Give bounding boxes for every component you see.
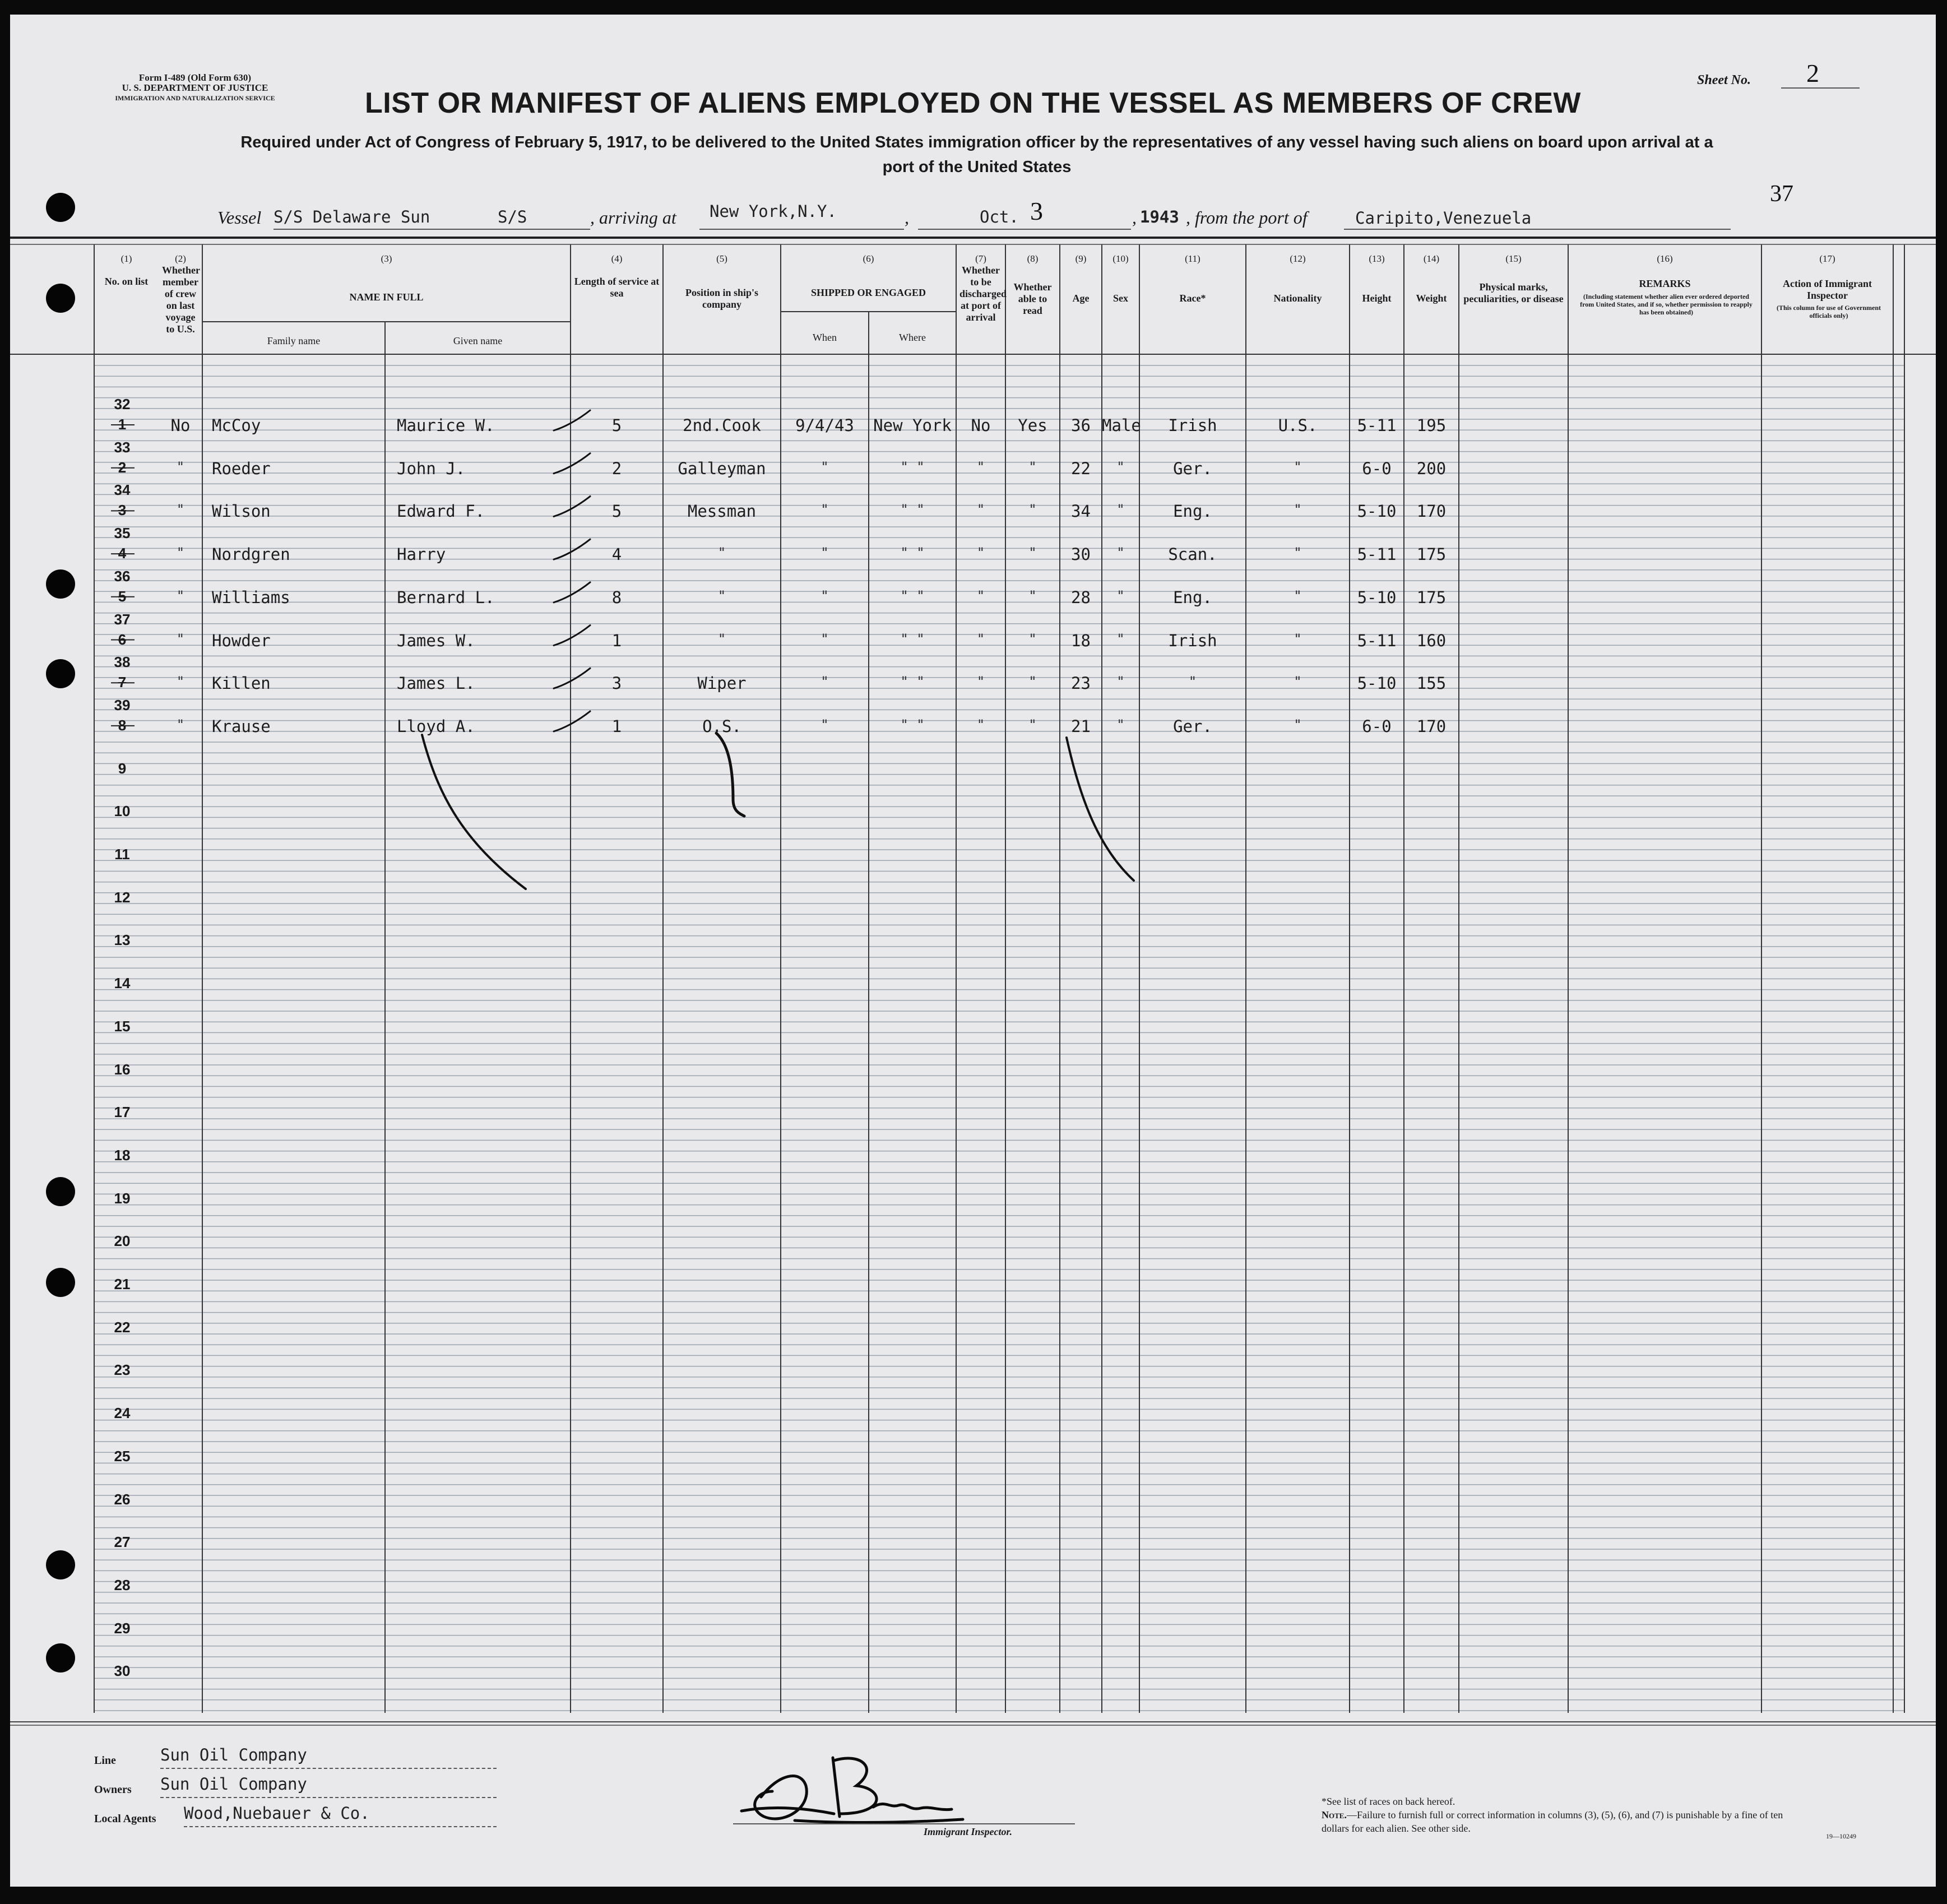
cell-discharged: "	[976, 587, 985, 604]
cell-age: 36	[1071, 416, 1091, 435]
original-row-number: 2	[118, 458, 127, 476]
cell-nationality: "	[1294, 674, 1302, 690]
cell-sex: "	[1116, 716, 1125, 733]
header-where: Where	[899, 332, 926, 343]
footer-note	[1322, 1795, 1804, 1835]
header-shipped-engaged: SHIPPED OR ENGAGED	[810, 287, 926, 298]
cell-height: 5-10	[1357, 587, 1397, 607]
owners-row	[94, 1771, 543, 1800]
cell-weight: 160	[1416, 631, 1447, 650]
renumbered-row-number: 38	[114, 654, 131, 671]
cell-prev: "	[176, 674, 185, 690]
cell-prev: "	[176, 458, 185, 475]
cell-weight: 155	[1416, 674, 1447, 693]
cell-discharged: "	[976, 458, 985, 475]
cell-height: 5-11	[1357, 545, 1397, 564]
cell-position: "	[717, 587, 726, 604]
header-age: Age	[1072, 293, 1090, 304]
row-number: 19	[114, 1189, 131, 1207]
vessel-label: Vessel	[217, 207, 262, 228]
cell-height: 5-10	[1357, 674, 1397, 693]
owners-value: Sun Oil Company	[160, 1775, 307, 1794]
column-number: (4)	[611, 253, 623, 264]
vessel-type: S/S	[498, 207, 527, 226]
cell-given: Lloyd A.	[397, 716, 475, 736]
cell-where: New York	[873, 416, 952, 435]
punch-hole	[46, 1268, 75, 1297]
row-number: 12	[114, 888, 131, 906]
row-number: 16	[114, 1060, 131, 1078]
cell-race: Scan.	[1168, 545, 1217, 564]
punch-hole	[46, 569, 75, 599]
cell-where: " "	[900, 631, 925, 647]
cell-race: Irish	[1168, 631, 1217, 650]
cell-given: John J.	[397, 458, 466, 478]
cell-read: "	[1028, 716, 1037, 733]
cell-service: 5	[611, 502, 622, 521]
column-number: (14)	[1423, 253, 1440, 264]
column-number: (2)	[175, 253, 186, 264]
department-name: U. S. DEPARTMENT OF JUSTICE	[122, 82, 268, 93]
inspector-label: Immigrant Inspector.	[924, 1826, 1013, 1837]
row-number: 28	[114, 1576, 131, 1593]
footer-left	[94, 1742, 543, 1829]
cell-nationality: "	[1294, 545, 1302, 561]
cell-read: "	[1028, 631, 1037, 647]
cell-service: 1	[611, 631, 622, 650]
renumbered-row-number: 35	[114, 525, 131, 542]
cell-read: "	[1028, 587, 1037, 604]
pen-stroke-names	[422, 735, 526, 889]
cell-where: " "	[900, 502, 925, 518]
cell-height: 5-11	[1357, 416, 1397, 435]
arrival-year: 1943	[1140, 207, 1179, 226]
cell-service: 5	[611, 416, 622, 435]
cell-position: "	[717, 545, 726, 561]
line-value: Sun Oil Company	[160, 1745, 307, 1764]
cell-service: 1	[611, 716, 622, 736]
column-number: (16)	[1657, 253, 1673, 264]
cell-sex: "	[1116, 458, 1125, 475]
cell-family: Killen	[212, 674, 271, 693]
column-number: (9)	[1075, 253, 1087, 264]
cell-read: "	[1028, 458, 1037, 475]
cell-age: 23	[1071, 674, 1091, 693]
row-number: 10	[114, 803, 131, 820]
from-port-label: , from the port of	[1186, 207, 1308, 228]
cell-nationality: "	[1294, 458, 1302, 475]
cell-race: "	[1188, 674, 1197, 690]
cell-given: Maurice W.	[397, 416, 495, 435]
header-height: Height	[1362, 293, 1392, 304]
cell-family: Roeder	[212, 458, 271, 478]
cell-when: "	[820, 458, 829, 475]
cell-when: 9/4/43	[795, 416, 854, 435]
cell-where: " "	[900, 458, 925, 475]
cell-family: Howder	[212, 631, 271, 650]
cell-where: " "	[900, 716, 925, 733]
header-when: When	[813, 332, 837, 343]
column-number: (8)	[1027, 253, 1039, 264]
agents-label: Local Agents	[94, 1813, 156, 1825]
cell-read: "	[1028, 502, 1037, 518]
row-number: 26	[114, 1490, 131, 1508]
cell-discharged: "	[976, 545, 985, 561]
header-weight: Weight	[1416, 293, 1447, 304]
form-number: Form I-489 (Old Form 630)	[138, 72, 252, 83]
cell-weight: 195	[1416, 416, 1447, 435]
cell-position: "	[717, 631, 726, 647]
cell-service: 4	[611, 545, 622, 564]
cell-height: 6-0	[1362, 458, 1392, 478]
cell-nationality: "	[1294, 716, 1302, 733]
arrival-month: Oct.	[980, 207, 1019, 226]
row-number: 20	[114, 1233, 131, 1250]
subtitle-line-1: Required under Act of Congress of February 5, 1917, to be delivered to the United States immigration officer by the representatives of any vessel having such aliens on board upon arrival at a	[240, 133, 1713, 151]
cell-when: "	[820, 587, 829, 604]
header-given-name: Given name	[453, 335, 503, 346]
agents-value: Wood,Nuebauer & Co.	[184, 1804, 370, 1823]
column-number: (1)	[120, 253, 132, 264]
row-number: 21	[114, 1276, 131, 1293]
column-number: (17)	[1819, 253, 1835, 264]
cell-prev: "	[176, 716, 185, 733]
cell-given: James W.	[397, 631, 475, 650]
header-remarks: REMARKS	[1639, 278, 1691, 289]
cell-prev: No	[170, 416, 191, 435]
row-number: 9	[118, 759, 127, 777]
header-physical-marks: Physical marks, peculiarities, or disease	[1463, 281, 1564, 304]
row-number: 22	[114, 1318, 131, 1336]
original-row-number: 4	[118, 545, 127, 562]
arrival-day: 3	[1030, 197, 1043, 225]
row-number: 14	[114, 975, 131, 992]
row-number: 24	[114, 1405, 131, 1422]
line-label: Line	[94, 1754, 116, 1767]
sheet-label: Sheet No.	[1697, 73, 1751, 87]
cell-family: Nordgren	[212, 545, 290, 564]
owners-label: Owners	[94, 1783, 132, 1796]
row-number: 27	[114, 1534, 131, 1551]
cell-prev: "	[176, 545, 185, 561]
header-remarks-sub: (Including statement whether alien ever ordered deported from United States, and if so, whether permission to reapply has been obtained)	[1580, 293, 1753, 316]
header-position: Position in ship's company	[685, 287, 759, 310]
cell-weight: 175	[1416, 545, 1447, 564]
agents-row	[94, 1800, 543, 1829]
cell-given: Bernard L.	[397, 587, 495, 607]
pen-stroke-age	[1067, 738, 1134, 881]
renumbered-row-number: 36	[114, 567, 131, 585]
cell-age: 34	[1071, 502, 1091, 521]
cell-when: "	[820, 545, 829, 561]
cell-family: Krause	[212, 716, 271, 736]
punch-hole	[46, 659, 75, 688]
cell-discharged: "	[976, 674, 985, 690]
cell-read: "	[1028, 545, 1037, 561]
header-length-of-service: Length of service at sea	[574, 276, 660, 299]
header-family-name: Family name	[267, 335, 321, 346]
cell-age: 21	[1071, 716, 1091, 736]
cell-nationality: U.S.	[1278, 416, 1318, 435]
print-code: 19—10249	[1826, 1832, 1856, 1840]
header-inspector-sub: (This column for use of Government officials only)	[1776, 304, 1881, 319]
cell-discharged: "	[976, 716, 985, 733]
row-number: 11	[114, 846, 130, 863]
from-port: Caripito,Venezuela	[1355, 209, 1532, 228]
cell-given: Harry	[397, 545, 446, 564]
cell-sex: "	[1116, 631, 1125, 647]
cell-nationality: "	[1294, 502, 1302, 518]
header-name-in-full: NAME IN FULL	[349, 291, 424, 303]
cell-where: " "	[900, 587, 925, 604]
cell-discharged: "	[976, 631, 985, 647]
header-sex: Sex	[1113, 293, 1128, 304]
cell-weight: 200	[1416, 458, 1447, 478]
renumbered-row-number: 34	[114, 481, 131, 499]
column-number: (5)	[716, 253, 727, 264]
header-able-to-read: Whether able to read	[1013, 281, 1052, 316]
cell-family: Wilson	[212, 502, 271, 521]
cell-height: 6-0	[1362, 716, 1392, 736]
row-number: 13	[114, 932, 131, 949]
cell-nationality: "	[1294, 631, 1302, 647]
cell-when: "	[820, 502, 829, 518]
header-prev-voyage: Whether member of crew on last voyage to U.S.	[162, 265, 200, 335]
cell-position: Wiper	[697, 674, 747, 693]
column-number: (3)	[381, 253, 392, 264]
cell-race: Ger.	[1173, 716, 1212, 736]
sheet-number: 2	[1806, 59, 1819, 87]
cell-position: O.S.	[702, 716, 741, 736]
cell-discharged: "	[976, 502, 985, 518]
cell-discharged: No	[971, 416, 991, 435]
cell-sex: Male	[1102, 416, 1141, 435]
row-number: 29	[114, 1619, 131, 1637]
cell-height: 5-10	[1357, 502, 1397, 521]
renumbered-row-number: 39	[114, 696, 131, 714]
cell-given: Edward F.	[397, 502, 485, 521]
original-row-number: 3	[118, 502, 127, 519]
vessel-name: S/S Delaware Sun	[273, 207, 430, 226]
page-number: 37	[1770, 181, 1793, 207]
cell-family: Williams	[212, 587, 290, 607]
cell-when: "	[820, 631, 829, 647]
cell-where: " "	[900, 674, 925, 690]
cell-when: "	[820, 674, 829, 690]
cell-race: Eng.	[1173, 502, 1212, 521]
column-number: (10)	[1112, 253, 1129, 264]
original-row-number: 1	[118, 416, 127, 433]
cell-family: McCoy	[212, 416, 261, 435]
cell-race: Eng.	[1173, 587, 1212, 607]
manifest-sheet	[10, 15, 1936, 1887]
cell-age: 18	[1071, 631, 1091, 650]
cell-nationality: "	[1294, 587, 1302, 604]
renumbered-row-number: 33	[114, 438, 131, 456]
renumbered-row-number: 32	[114, 396, 131, 413]
cell-weight: 175	[1416, 587, 1447, 607]
cell-prev: "	[176, 502, 185, 518]
note-text: —Failure to furnish full or correct information in columns (3), (5), (6), and (7) is punishable by a fine of ten dollars for each alien. See other side.	[1322, 1809, 1783, 1834]
column-number: (11)	[1185, 253, 1200, 264]
cell-position: Galleyman	[678, 458, 766, 478]
column-number: (6)	[863, 253, 874, 264]
cell-prev: "	[176, 631, 185, 647]
cell-position: 2nd.Cook	[683, 416, 761, 435]
row-number: 23	[114, 1361, 131, 1379]
cell-sex: "	[1116, 587, 1125, 604]
row-number: 15	[114, 1017, 131, 1035]
header-inspector-action: Action of Immigrant Inspector	[1783, 278, 1872, 301]
cell-age: 30	[1071, 545, 1091, 564]
cell-where: " "	[900, 545, 925, 561]
column-number: (13)	[1369, 253, 1385, 264]
row-number: 25	[114, 1447, 131, 1465]
cell-when: "	[820, 716, 829, 733]
vessel-line: Vessel S/S Delaware Sun S/S , arriving at New York,N.Y. , Oct. 3 , 1943 , from the port of Caripito,Venezuela	[217, 200, 1742, 233]
cell-sex: "	[1116, 545, 1125, 561]
original-row-number: 8	[118, 716, 127, 734]
note-label: Note.	[1322, 1809, 1347, 1820]
column-number: (12)	[1290, 253, 1306, 264]
original-row-number: 5	[118, 587, 127, 605]
cell-age: 22	[1071, 458, 1091, 478]
cell-age: 28	[1071, 587, 1091, 607]
cell-sex: "	[1116, 674, 1125, 690]
cell-race: Irish	[1168, 416, 1217, 435]
original-row-number: 7	[118, 674, 127, 691]
cell-prev: "	[176, 587, 185, 604]
column-number: (7)	[975, 253, 986, 264]
punch-hole	[46, 284, 75, 313]
row-number: 30	[114, 1662, 131, 1680]
row-number: 17	[114, 1104, 131, 1121]
original-row-number: 6	[118, 631, 127, 648]
cell-position: Messman	[687, 502, 757, 521]
header-nationality: Nationality	[1273, 293, 1322, 304]
header-discharged: Whether to be discharged at port of arrival	[959, 265, 1007, 323]
cell-weight: 170	[1416, 716, 1447, 736]
cell-service: 3	[611, 674, 622, 693]
column-number: (15)	[1505, 253, 1522, 264]
cell-service: 2	[611, 458, 622, 478]
cell-sex: "	[1116, 502, 1125, 518]
race-note: *See list of races on back hereof.	[1322, 1796, 1455, 1807]
row-number: 18	[114, 1146, 131, 1164]
header-race: Race*	[1179, 293, 1206, 304]
cell-read: Yes	[1018, 416, 1047, 435]
cell-service: 8	[611, 587, 622, 607]
line-row	[94, 1742, 543, 1771]
punch-hole	[46, 1643, 75, 1673]
form-title: LIST OR MANIFEST OF ALIENS EMPLOYED ON THE VESSEL AS MEMBERS OF CREW	[365, 87, 1581, 119]
cell-race: Ger.	[1173, 458, 1212, 478]
service-name: IMMIGRATION AND NATURALIZATION SERVICE	[115, 94, 275, 102]
arriving-label: , arriving at	[590, 207, 676, 228]
renumbered-row-number: 37	[114, 610, 131, 628]
cell-height: 5-11	[1357, 631, 1397, 650]
punch-hole	[46, 193, 75, 222]
subtitle-line-2: port of the United States	[882, 158, 1072, 176]
arrival-port: New York,N.Y.	[710, 202, 837, 221]
cell-weight: 170	[1416, 502, 1447, 521]
inspector-signature	[741, 1758, 963, 1823]
punch-hole	[46, 1177, 75, 1206]
cell-given: James L.	[397, 674, 475, 693]
cell-read: "	[1028, 674, 1037, 690]
header-no-on-list: No. on list	[104, 276, 149, 287]
punch-hole	[46, 1550, 75, 1579]
